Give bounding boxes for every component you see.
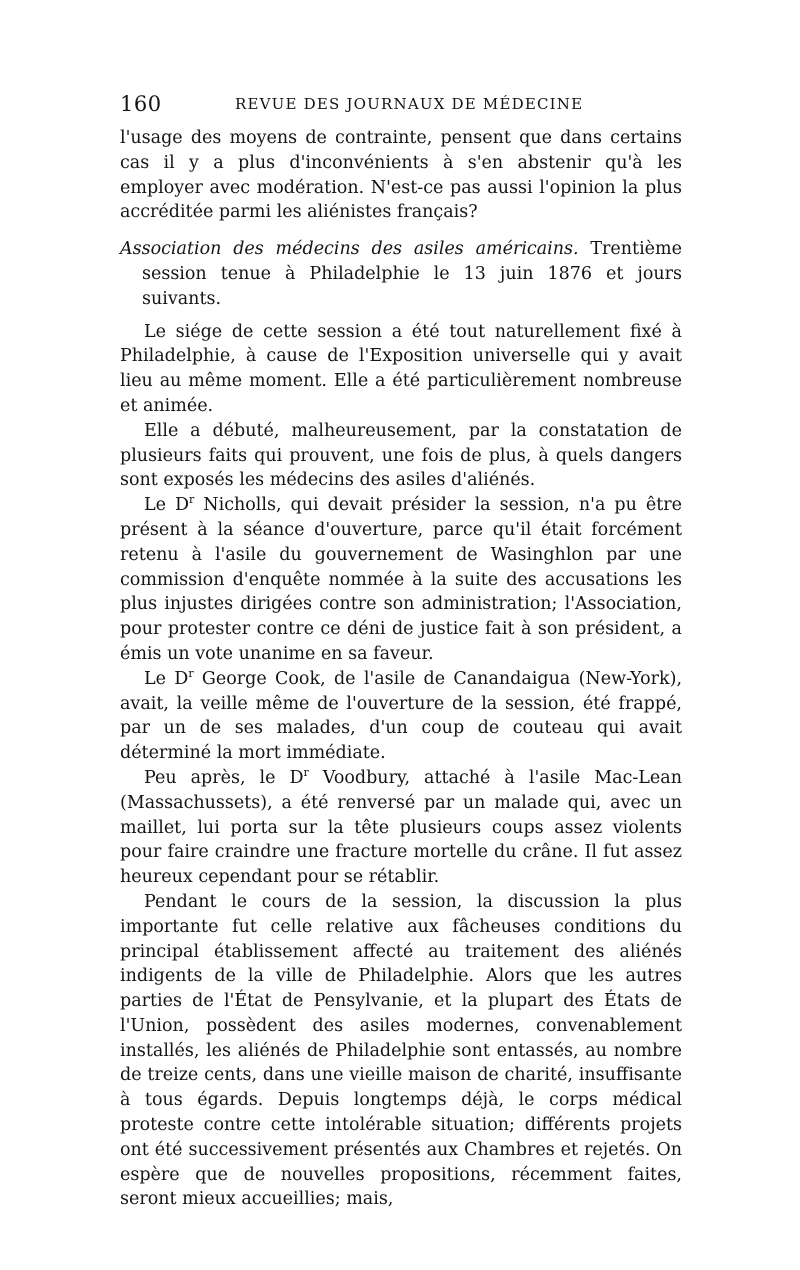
paragraph-cook-sup: r xyxy=(188,666,194,680)
section-subtitle: Trentième session tenue à Philadelphie le 13 juin 1876 et jours suivants. xyxy=(142,239,682,309)
paragraph-section-heading xyxy=(120,237,682,311)
paragraph-dangers: Elle a débuté, malheureusement, par la constatation de plusieurs faits qui prouvent, une fois de plus, à quels dangers sont exposés les médecins des asiles d'aliénés. xyxy=(120,420,682,491)
paragraph-cook-prefix: Le D xyxy=(144,668,189,689)
paragraph-continuation: l'usage des moyens de contrainte, pensent que dans certains cas il y a plus d'inconvénients à s'en abstenir qu'à les employer avec modération. N'est-ce pas aussi l'opinion la plus accréditée parmi les aliénistes français? xyxy=(120,128,682,223)
paragraph-voodbury-text: Voodbury, attaché à l'asile Mac-Lean (Massachussets), a été renversé par un malade qui, avec un maillet, lui porta sur la tête plusieurs coups assez violents pour faire craindre une fracture mortelle du crâne. Il fut assez heureux cependant pour se rétablir. xyxy=(120,767,682,888)
page-number: 160 xyxy=(120,92,162,116)
paragraph-cook xyxy=(120,667,682,766)
paragraph-voodbury-sup: r xyxy=(303,766,309,780)
body-text xyxy=(120,126,682,1212)
paragraph-nicholls-prefix: Le D xyxy=(144,495,190,516)
paragraph-voodbury xyxy=(120,766,682,890)
paragraph-nicholls-sup: r xyxy=(189,493,195,507)
paragraph-session-location: Le siége de cette session a été tout naturellement fixé à Philadelphie, à cause de l'Exposition universelle qui y avait lieu au même moment. Elle a été particulièrement nombreuse et animée. xyxy=(120,321,682,416)
running-title: REVUE DES JOURNAUX DE MÉDECINE xyxy=(235,95,584,113)
running-header xyxy=(120,92,680,122)
paragraph-voodbury-prefix: Peu après, le D xyxy=(144,767,304,788)
paragraph-cook-text: George Cook, de l'asile de Canandaigua (New-York), avait, la veille même de l'ouverture de la session, été frappé, par un de ses malades, d'un coup de couteau qui avait déterminé la mort immédiate. xyxy=(120,668,683,764)
section-title: Association des médecins des asiles américains. xyxy=(120,239,579,260)
paragraph-nicholls xyxy=(120,493,682,667)
paragraph-philadelphia-discussion: Pendant le cours de la session, la discussion la plus importante fut celle relative aux fâcheuses conditions du principal établissement affecté au traitement des aliénés indigents de la ville de Philadelphie. Alors que les autres parties de l'État de Pensylvanie, et la plupart des États de l'Union, possèdent des asiles modernes, convenablement installés, les aliénés de Philadelphie sont entassés, au nombre de treize cents, dans une vieille maison de charité, insuffisante à tous égards. Depuis longtemps déjà, le corps médical proteste contre cette intolérable situation; différents projets ont été successivement présentés aux Chambres et rejetés. On espère que de nouvelles propositions, récemment faites, seront mieux accueillies; mais, xyxy=(120,891,682,1210)
paragraph-nicholls-text: Nicholls, qui devait présider la session, n'a pu être présent à la séance d'ouverture, parce qu'il était forcément retenu à l'asile du gouvernement de Wasinghlon par une commission d'enquête nommée à la suite des accusations les plus injustes dirigées contre son administration; l'Association, pour protester contre ce déni de justice fait à son président, a émis un vote unanime en sa faveur. xyxy=(120,495,682,664)
